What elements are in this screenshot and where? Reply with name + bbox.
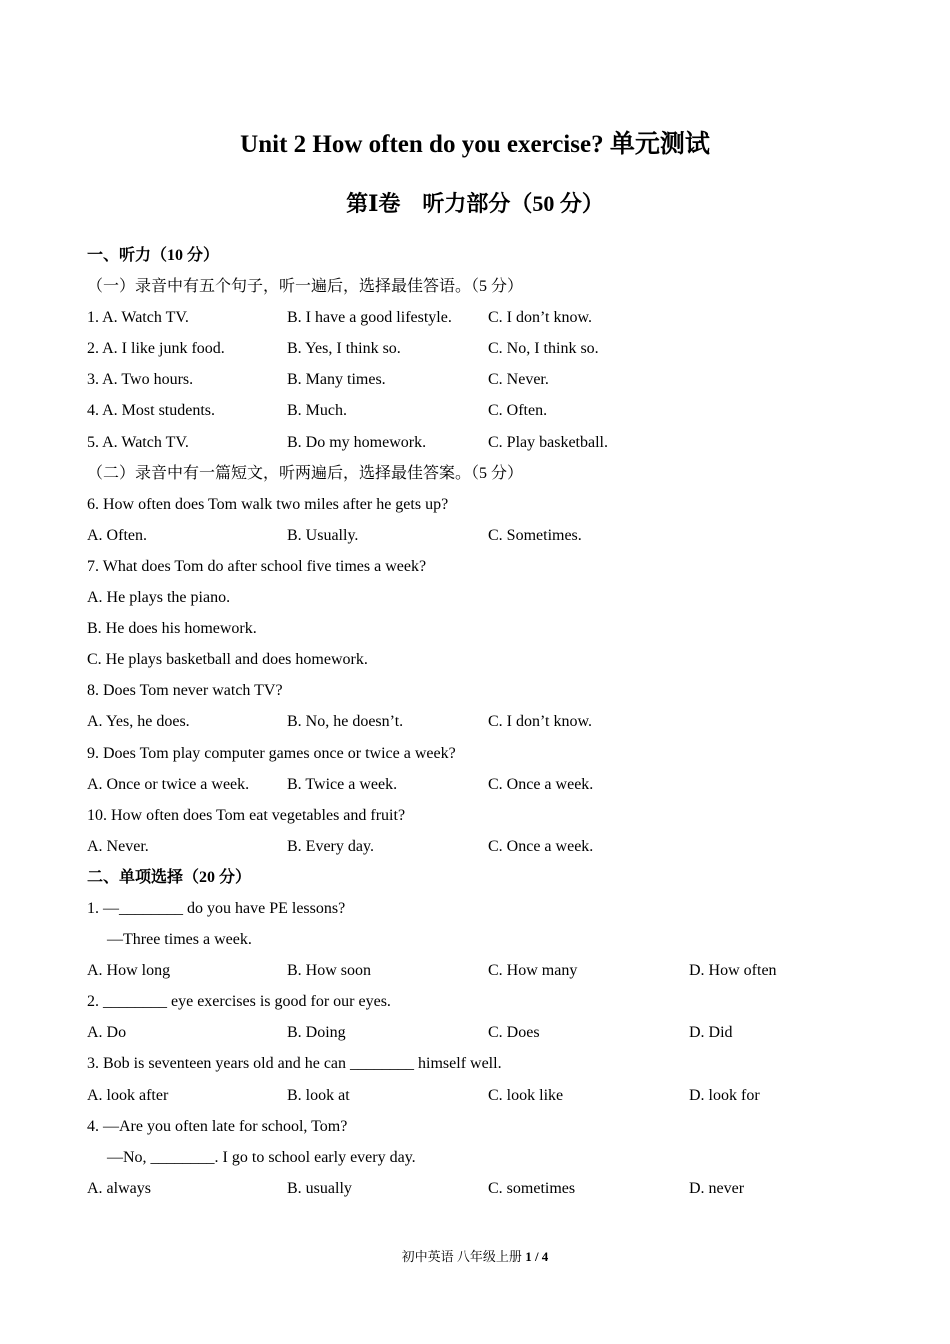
page-number: 1 / 4 [525, 1249, 549, 1264]
option-b: B. I have a good lifestyle. [287, 309, 452, 327]
question-row [87, 395, 907, 426]
question-row [87, 1017, 907, 1048]
footer-text: 初中英语 八年级上册 [401, 1249, 526, 1264]
question-row [87, 955, 907, 986]
option-d: D. Did [689, 1024, 733, 1042]
option-c: C. He plays basketball and does homework. [87, 651, 368, 669]
option-b: B. look at [287, 1086, 350, 1104]
question-stem: 7. What does Tom do after school five times a week? [87, 557, 427, 575]
question-row [87, 520, 907, 551]
option-c: C. Never. [488, 371, 549, 389]
question-row [87, 427, 907, 458]
option-a: A. Yes, he does. [87, 713, 190, 731]
question-stem: 3. Bob is seventeen years old and he can ________ himself well. [87, 1055, 502, 1073]
page-title: Unit 2 How often do you exercise? 单元测试 [240, 131, 710, 158]
option-a: 4. A. Most students. [87, 402, 216, 420]
option-b: B. No, he doesn’t. [287, 713, 404, 731]
option-a: 5. A. Watch TV. [87, 433, 189, 451]
question-reply: —No, ________. I go to school early every day. [107, 1148, 416, 1166]
option-d: D. look for [689, 1086, 760, 1104]
option-b: B. Twice a week. [287, 775, 398, 793]
option-a: A. Often. [87, 526, 147, 544]
question-row [87, 706, 907, 737]
option-a: A. look after [87, 1086, 169, 1104]
option-b: B. Every day. [287, 837, 374, 855]
option-c: C. I don’t know. [488, 713, 592, 731]
question-row [87, 302, 907, 333]
option-a: A. Never. [87, 837, 149, 855]
option-c: C. Does [488, 1024, 540, 1042]
option-b: B. Usually. [287, 526, 359, 544]
option-c: C. I don’t know. [488, 309, 592, 327]
option-a: A. always [87, 1179, 151, 1197]
option-a: 3. A. Two hours. [87, 371, 194, 389]
question-row [87, 1080, 907, 1111]
exam-content [87, 240, 907, 1204]
option-b: B. Do my homework. [287, 433, 427, 451]
question-stem: 9. Does Tom play computer games once or twice a week? [87, 744, 456, 762]
option-b: B. He does his homework. [87, 620, 257, 638]
option-d: D. How often [689, 962, 777, 980]
option-c: C. look like [488, 1086, 564, 1104]
option-b: B. Yes, I think so. [287, 340, 401, 358]
question-stem: 6. How often does Tom walk two miles after he gets up? [87, 495, 449, 513]
option-c: C. Sometimes. [488, 526, 582, 544]
question-stem: 8. Does Tom never watch TV? [87, 682, 283, 700]
option-b: B. Doing [287, 1024, 346, 1042]
option-a: 2. A. I like junk food. [87, 340, 225, 358]
question-row [87, 831, 907, 862]
question-stem: 4. —Are you often late for school, Tom? [87, 1117, 348, 1135]
question-row [87, 364, 907, 395]
option-c: C. Play basketball. [488, 433, 608, 451]
option-b: B. Much. [287, 402, 347, 420]
question-row [87, 1173, 907, 1204]
question-row [87, 333, 907, 364]
question-row [87, 769, 907, 800]
option-c: C. How many [488, 962, 578, 980]
option-a: A. He plays the piano. [87, 589, 231, 607]
option-a: A. Do [87, 1024, 127, 1042]
option-d: D. never [689, 1179, 745, 1197]
question-stem: 2. ________ eye exercises is good for our eyes. [87, 993, 391, 1011]
question-reply: —Three times a week. [107, 931, 252, 949]
option-c: C. Often. [488, 402, 548, 420]
option-b: B. How soon [287, 962, 372, 980]
section2-heading: 二、单项选择（20 分） [87, 868, 252, 886]
part2-instruction: （二）录音中有一篇短文，听两遍后，选择最佳答案。（5 分） [87, 464, 524, 482]
page-footer [0, 1246, 950, 1265]
option-a: A. How long [87, 962, 171, 980]
option-b: B. usually [287, 1179, 352, 1197]
option-c: C. No, I think so. [488, 340, 599, 358]
page-subtitle: 第Ⅰ卷 听力部分（50 分） [346, 191, 604, 216]
option-c: C. Once a week. [488, 837, 594, 855]
option-a: 1. A. Watch TV. [87, 309, 189, 327]
option-c: C. Once a week. [488, 775, 594, 793]
option-b: B. Many times. [287, 371, 386, 389]
question-stem: 10. How often does Tom eat vegetables and fruit? [87, 806, 406, 824]
option-c: C. sometimes [488, 1179, 576, 1197]
part1-instruction: （一）录音中有五个句子，听一遍后，选择最佳答语。（5 分） [87, 278, 524, 296]
section1-heading: 一、听力（10 分） [87, 247, 220, 264]
option-a: A. Once or twice a week. [87, 775, 250, 793]
question-stem: 1. —________ do you have PE lessons? [87, 899, 346, 917]
